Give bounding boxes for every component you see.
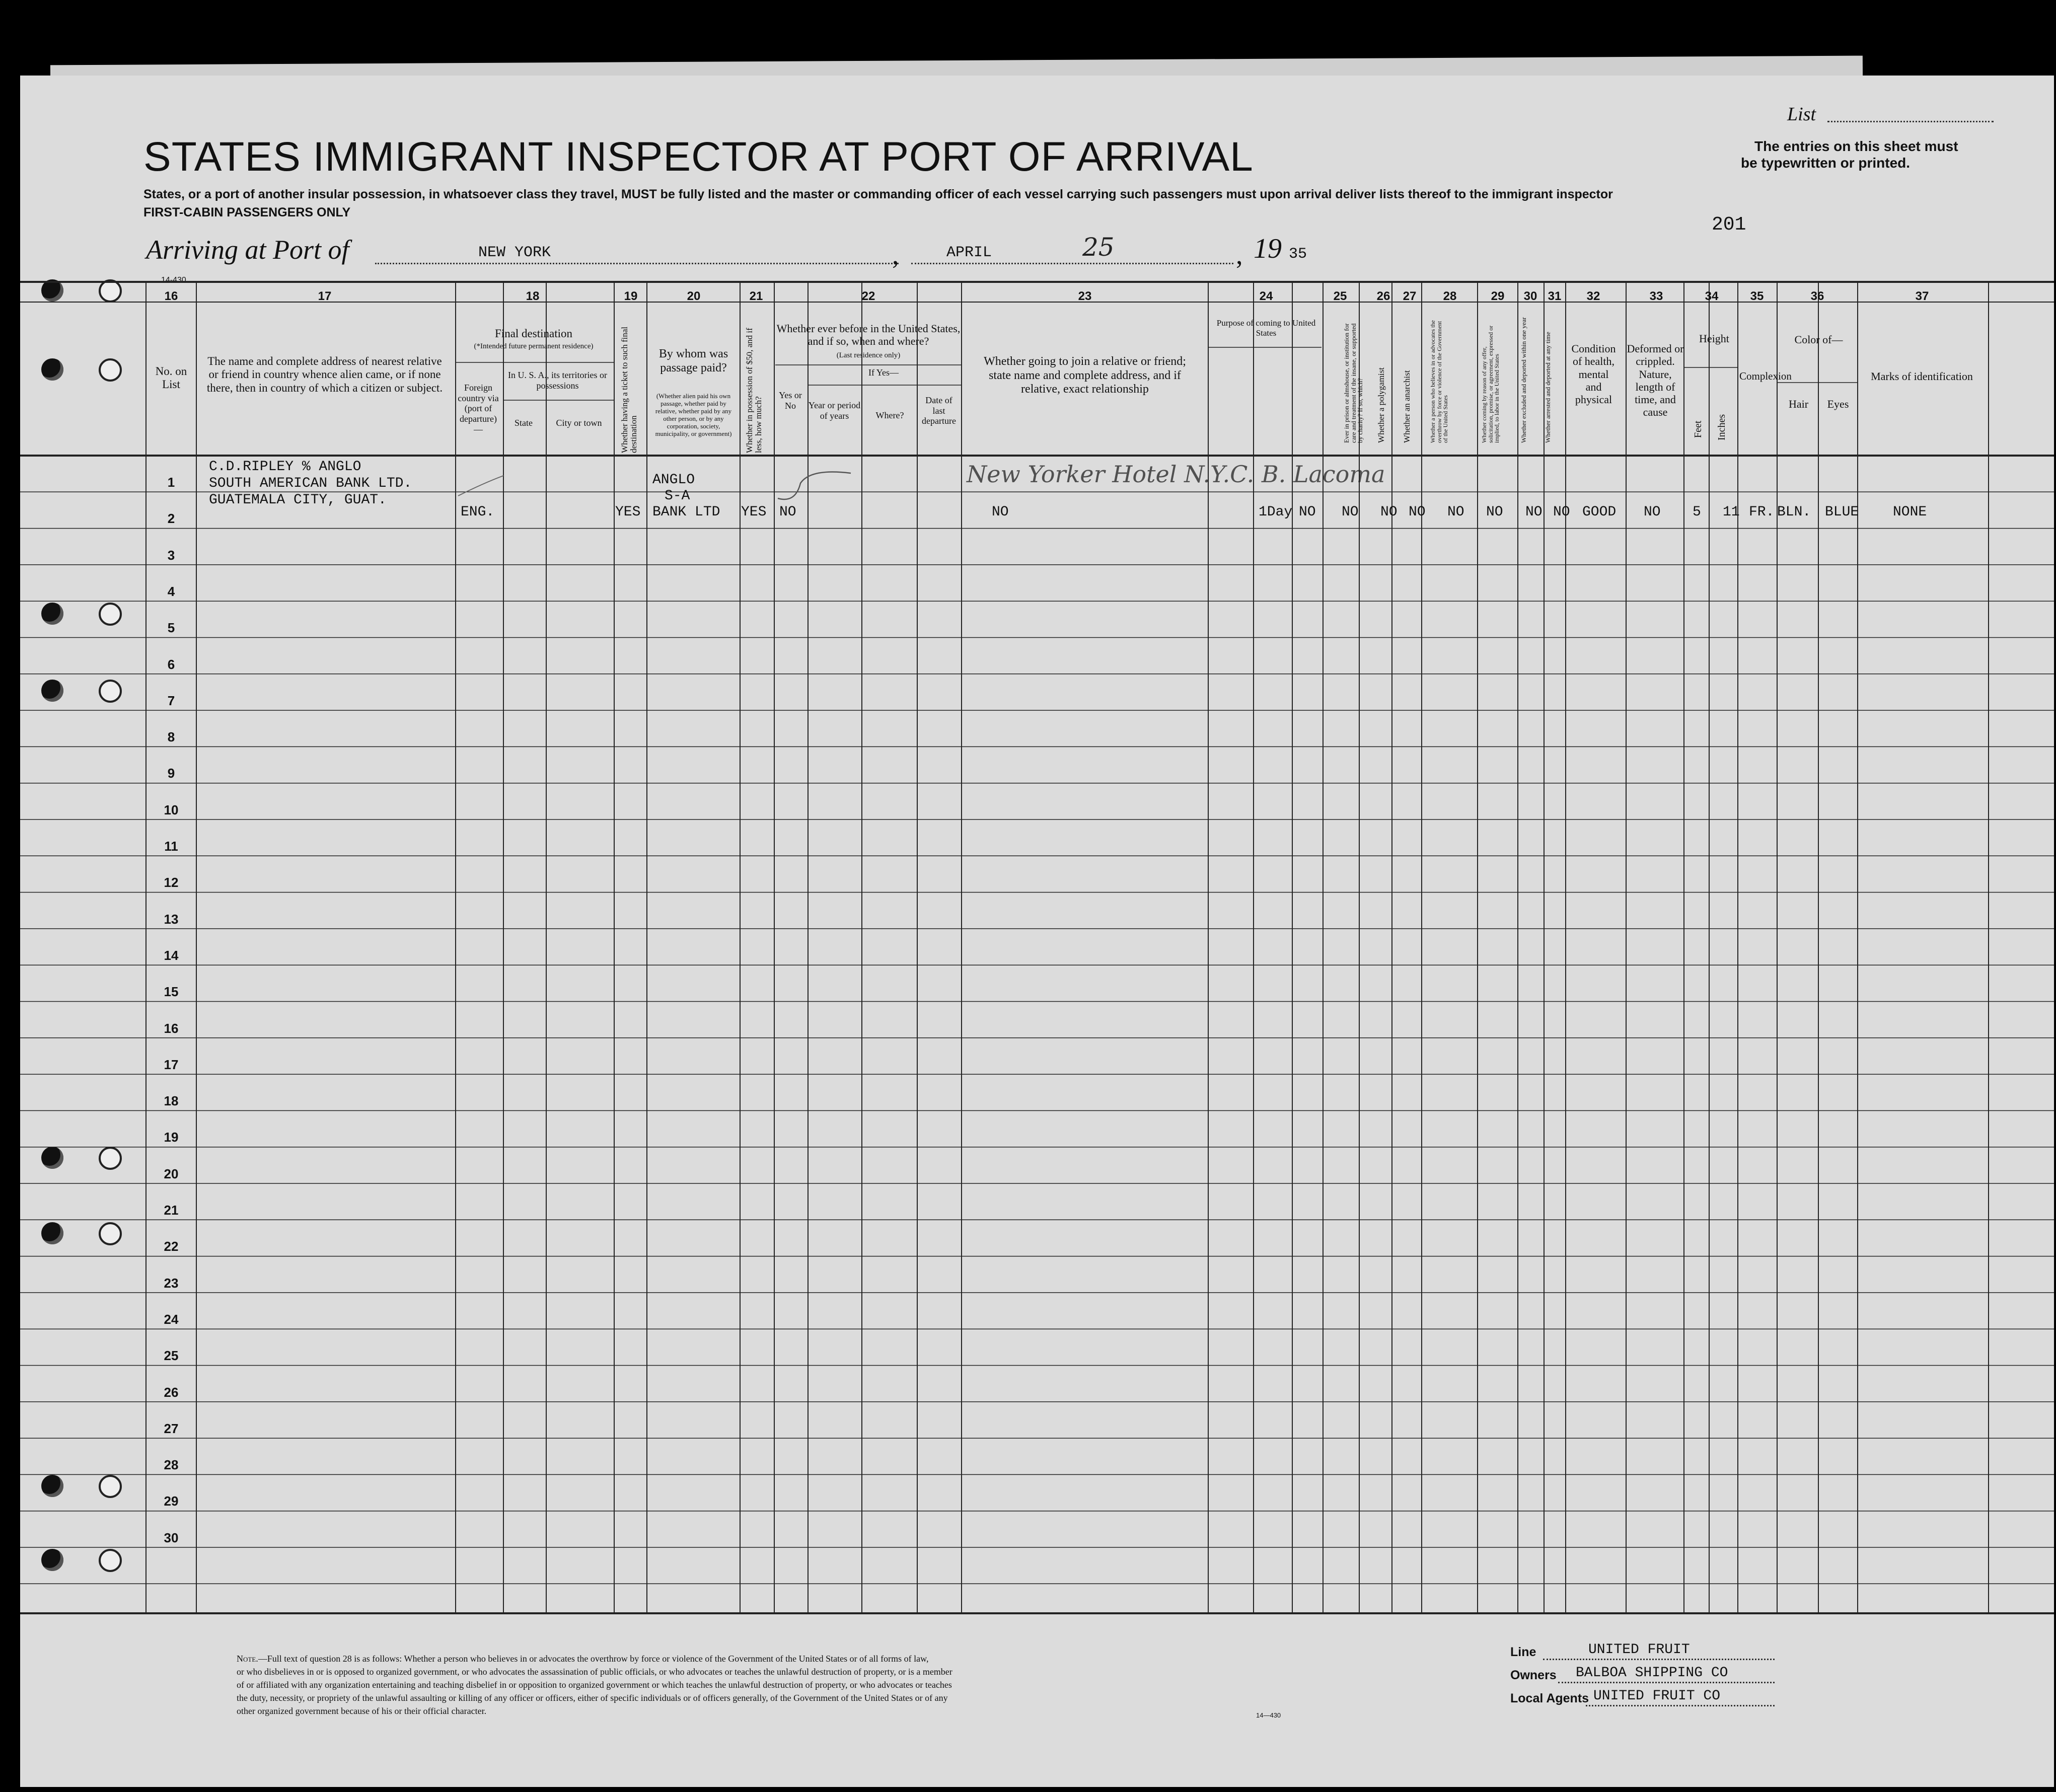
row-number: 25 [164, 1348, 179, 1364]
entry-ever-before: NO [779, 504, 796, 520]
hdr-state: State [515, 418, 533, 428]
entry-marks: NONE [1893, 504, 1927, 520]
entry-feet: 5 [1693, 504, 1701, 520]
comma-2: , [1236, 240, 1243, 270]
colnum-32: 32 [1586, 289, 1600, 303]
agents-value: UNITED FRUIT CO [1593, 1688, 1721, 1704]
hdr-offer: Whether coming by reason of any offer, solicitation, promise, or agreement, expressed or implied, to labor in the United States [1481, 325, 1501, 443]
row-number: 29 [164, 1494, 179, 1509]
row-number: 17 [164, 1057, 179, 1072]
pencil-stroke [458, 476, 503, 496]
hdr-health: Condition of health, mental and physical [1571, 342, 1616, 406]
colnum-17: 17 [318, 289, 332, 303]
year-suffix: 35 [1289, 246, 1307, 263]
row-number: 2 [167, 511, 175, 527]
entry-relative-line1: C.D.RIPLEY % ANGLO [209, 459, 361, 475]
row-number: 15 [164, 984, 179, 1000]
owners-label: Owners [1510, 1668, 1557, 1682]
hdr-feet: Feet [1693, 420, 1704, 438]
entry-purpose: 1Day [1259, 504, 1293, 520]
hdr-yes-no: Yes or No [779, 390, 802, 411]
row-number: 20 [164, 1166, 179, 1181]
note-line5: other organized government because of his or their official character. [237, 1706, 487, 1716]
hdr-polygamist: Whether a polygamist [1376, 367, 1386, 443]
entry-anarchist: NO [1409, 504, 1426, 520]
year-prefix: 19 [1254, 233, 1282, 264]
row-number: 1 [167, 475, 175, 490]
owners-value: BALBOA SHIPPING CO [1576, 1665, 1728, 1681]
entry-complexion: FR. [1749, 504, 1775, 520]
hdr-overthrow: Whether a person who believes in or advocates the overthrow by force or violence of the Government of the United States [1429, 320, 1449, 443]
row-number: 28 [164, 1457, 179, 1473]
row-number: 3 [167, 547, 175, 563]
entry-health: GOOD [1582, 504, 1617, 520]
row-number: 24 [164, 1311, 179, 1327]
agents-label: Local Agents [1510, 1691, 1589, 1705]
list-label: List [1787, 104, 1816, 125]
colnum-22: 22 [861, 289, 875, 303]
entry-passage-line2: S-A [665, 488, 690, 504]
hdr-anarchist: Whether an anarchist [1402, 370, 1412, 443]
hdr-inches: Inches [1716, 414, 1727, 440]
colnum-18: 18 [526, 289, 540, 303]
hdr-height: Height [1699, 332, 1729, 345]
row-number: 18 [164, 1093, 179, 1109]
row-number: 30 [164, 1530, 179, 1545]
colnum-30: 30 [1523, 289, 1537, 303]
hdr-marks: Marks of identification [1871, 370, 1973, 383]
row-number: 19 [164, 1130, 179, 1145]
row-number: 27 [164, 1421, 179, 1436]
hdr-where: Where? [875, 410, 904, 420]
colnum-37: 37 [1915, 289, 1929, 303]
hdr-foreign-country: Foreign country via (port of departure)— [458, 383, 499, 434]
entry-prison: NO [1342, 504, 1359, 520]
colnum-24: 24 [1259, 289, 1273, 303]
row-number: 11 [164, 839, 178, 854]
entry-inches: 11 [1723, 504, 1740, 520]
note-line4: the duty, necessity, or propriety of the unlawful assaulting or killing of any officer or officers, either of specific individuals or of officers generally, of the Government of the United States or of any [237, 1693, 948, 1703]
note-line3: of or affiliated with any organization entertaining and teaching disbelief in or opposition to organized government or which teaches the unlawful destruction of property, or who advocates or teaches [237, 1680, 952, 1690]
hdr-ever-before-note: (Last residence only) [836, 351, 901, 359]
row-number: 8 [167, 729, 175, 745]
entry-relative-line3: GUATEMALA CITY, GUAT. [209, 492, 387, 508]
port-value: NEW YORK [478, 244, 551, 261]
colnum-21: 21 [749, 289, 763, 303]
entry-handwritten-note: New Yorker Hotel N.Y.C. B. Lacoma [967, 461, 1385, 488]
row-number: 26 [164, 1384, 179, 1400]
row-number: 14 [164, 947, 179, 963]
agents-blank [1586, 1705, 1775, 1706]
entry-relative-line2: SOUTH AMERICAN BANK LTD. [209, 476, 412, 491]
owners-blank [1558, 1682, 1775, 1683]
hdr-excluded: Whether excluded and deported within one year [1520, 317, 1527, 443]
note-line1: —Full text of question 28 is as follows: Whether a person who believes in or advocates the overthrow by force or violence of the Government of the United States or of all forms of law, [258, 1654, 929, 1664]
colnum-36: 36 [1810, 289, 1824, 303]
hdr-city-town: City or town [556, 418, 602, 428]
colnum-31: 31 [1548, 289, 1562, 303]
page-title: STATES IMMIGRANT INSPECTOR AT PORT OF ARRIVAL [143, 134, 1254, 180]
line-value: UNITED FRUIT [1588, 1642, 1690, 1658]
hdr-arrested: Whether arrested and deported at any time [1544, 332, 1552, 443]
entry-deformed: NO [1644, 504, 1661, 520]
colnum-23: 23 [1078, 289, 1092, 303]
hdr-no-on-list: No. on List [155, 365, 187, 391]
hdr-complexion: Complexion [1739, 370, 1792, 382]
hdr-passage-paid: By whom was passage paid? [658, 347, 728, 375]
entry-eyes: BLUE [1825, 504, 1859, 520]
check-mark [778, 472, 851, 500]
row-number: 23 [164, 1275, 179, 1291]
row-number: 10 [164, 802, 179, 817]
arriving-label: Arriving at Port of [146, 235, 349, 265]
hdr-in-usa: In U. S. A., its territories or possessions [508, 370, 607, 391]
hdr-purpose: Purpose of coming to United States [1216, 318, 1316, 338]
colnum-19: 19 [624, 289, 638, 303]
comma-1: , [892, 240, 899, 270]
hdr-final-destination: Final destination [495, 327, 572, 340]
instructions-line2: be typewritten or printed. [1741, 155, 1911, 171]
sheet-number: 201 [1712, 214, 1746, 236]
row-number: 6 [167, 656, 175, 672]
entry-ticket: YES [615, 504, 641, 520]
entry-polygamist: NO [1380, 504, 1398, 520]
colnum-34: 34 [1705, 289, 1719, 303]
entry-foreign-country: ENG. [461, 504, 495, 520]
entry-fifty-dollars: YES [741, 504, 767, 520]
row-number: 4 [167, 583, 175, 599]
colnum-29: 29 [1491, 289, 1505, 303]
hdr-deformed: Deformed or crippled. Nature, length of time, and cause [1627, 342, 1684, 419]
row-number: 7 [167, 693, 175, 708]
line-label: Line [1510, 1645, 1536, 1659]
entry-passage-line1: ANGLO [652, 472, 695, 488]
hdr-relative-address: The name and complete address of nearest relative or friend in country whence alien came, or if none there, then in country of which a citizen or subject. [206, 355, 443, 394]
subtitle-line1: States, or a port of another insular possession, in whatsoever class they travel, MUST be fully listed and the master or commanding officer of each vessel carrying such passengers must upon arrival deliver lists thereof to the immigrant inspector [143, 187, 1613, 201]
note-line2: or who disbelieves in or is opposed to organized government, or who advocates the assassination of public officials, or who advocates or teaches the unlawful destruction of property, or is a member [237, 1667, 952, 1677]
entry-join-relative: NO [992, 504, 1009, 520]
hdr-prison: Ever in prison or almshouse, or institution for care and treatment of the insane, or supported by charity? If so, which? [1343, 323, 1364, 443]
colnum-33: 33 [1649, 289, 1663, 303]
day-value: 25 [1082, 233, 1115, 262]
entry-offer: NO [1486, 504, 1503, 520]
colnum-16: 16 [164, 289, 178, 303]
colnum-27: 27 [1403, 289, 1417, 303]
hdr-hair: Hair [1788, 398, 1809, 410]
note-label: Note. [237, 1654, 258, 1664]
subtitle-line2: FIRST-CABIN PASSENGERS ONLY [143, 205, 351, 219]
form-code-bottom: 14—430 [1256, 1711, 1281, 1719]
colnum-20: 20 [687, 289, 701, 303]
hdr-passage-note: (Whether alien paid his own passage, whether paid by relative, whether paid by any other person, or by any corporation, society, municipality, or government) [655, 392, 732, 437]
hdr-if-yes: If Yes— [868, 367, 899, 378]
hdr-ticket: Whether having a ticket to such final destination [620, 326, 638, 453]
row-number: 13 [164, 911, 179, 927]
line-blank [1543, 1659, 1775, 1660]
entry-purpose-remain: NO [1299, 504, 1316, 520]
row-number: 21 [164, 1203, 179, 1218]
colnum-25: 25 [1333, 289, 1347, 303]
row-number: 12 [164, 875, 179, 890]
footer-note [237, 1652, 1233, 1718]
colnum-28: 28 [1443, 289, 1457, 303]
entry-arrested: NO [1553, 504, 1570, 520]
hdr-fifty-dollars: Whether in possession of $50, and if less, how much? [745, 328, 763, 453]
hdr-year-period: Year or period of years [808, 400, 861, 421]
row-number: 9 [167, 766, 175, 781]
hdr-ever-before: Whether ever before in the United States, and if so, when and where? [776, 322, 961, 348]
entry-passage-line3: BANK LTD [652, 504, 720, 520]
month-value: APRIL [946, 244, 992, 261]
hdr-last-departure: Date of last departure [922, 395, 956, 426]
form-code-top: 14-430 [161, 276, 186, 284]
row-number: 22 [164, 1239, 179, 1254]
instructions-line1: The entries on this sheet must [1754, 138, 1958, 154]
entry-hair: BLN. [1777, 504, 1811, 520]
hdr-final-destination-note: (*Intended future permanent residence) [474, 342, 594, 350]
hdr-eyes: Eyes [1827, 398, 1849, 410]
entry-excluded: NO [1525, 504, 1543, 520]
entry-overthrow: NO [1447, 504, 1464, 520]
hdr-color-of: Color of— [1794, 333, 1843, 346]
hdr-join-relative: Whether going to join a relative or friend; state name and complete address, and if relative, exact relationship [984, 355, 1186, 396]
colnum-26: 26 [1376, 289, 1390, 303]
colnum-35: 35 [1750, 289, 1764, 303]
row-number: 16 [164, 1020, 179, 1036]
row-number: 5 [167, 620, 175, 636]
